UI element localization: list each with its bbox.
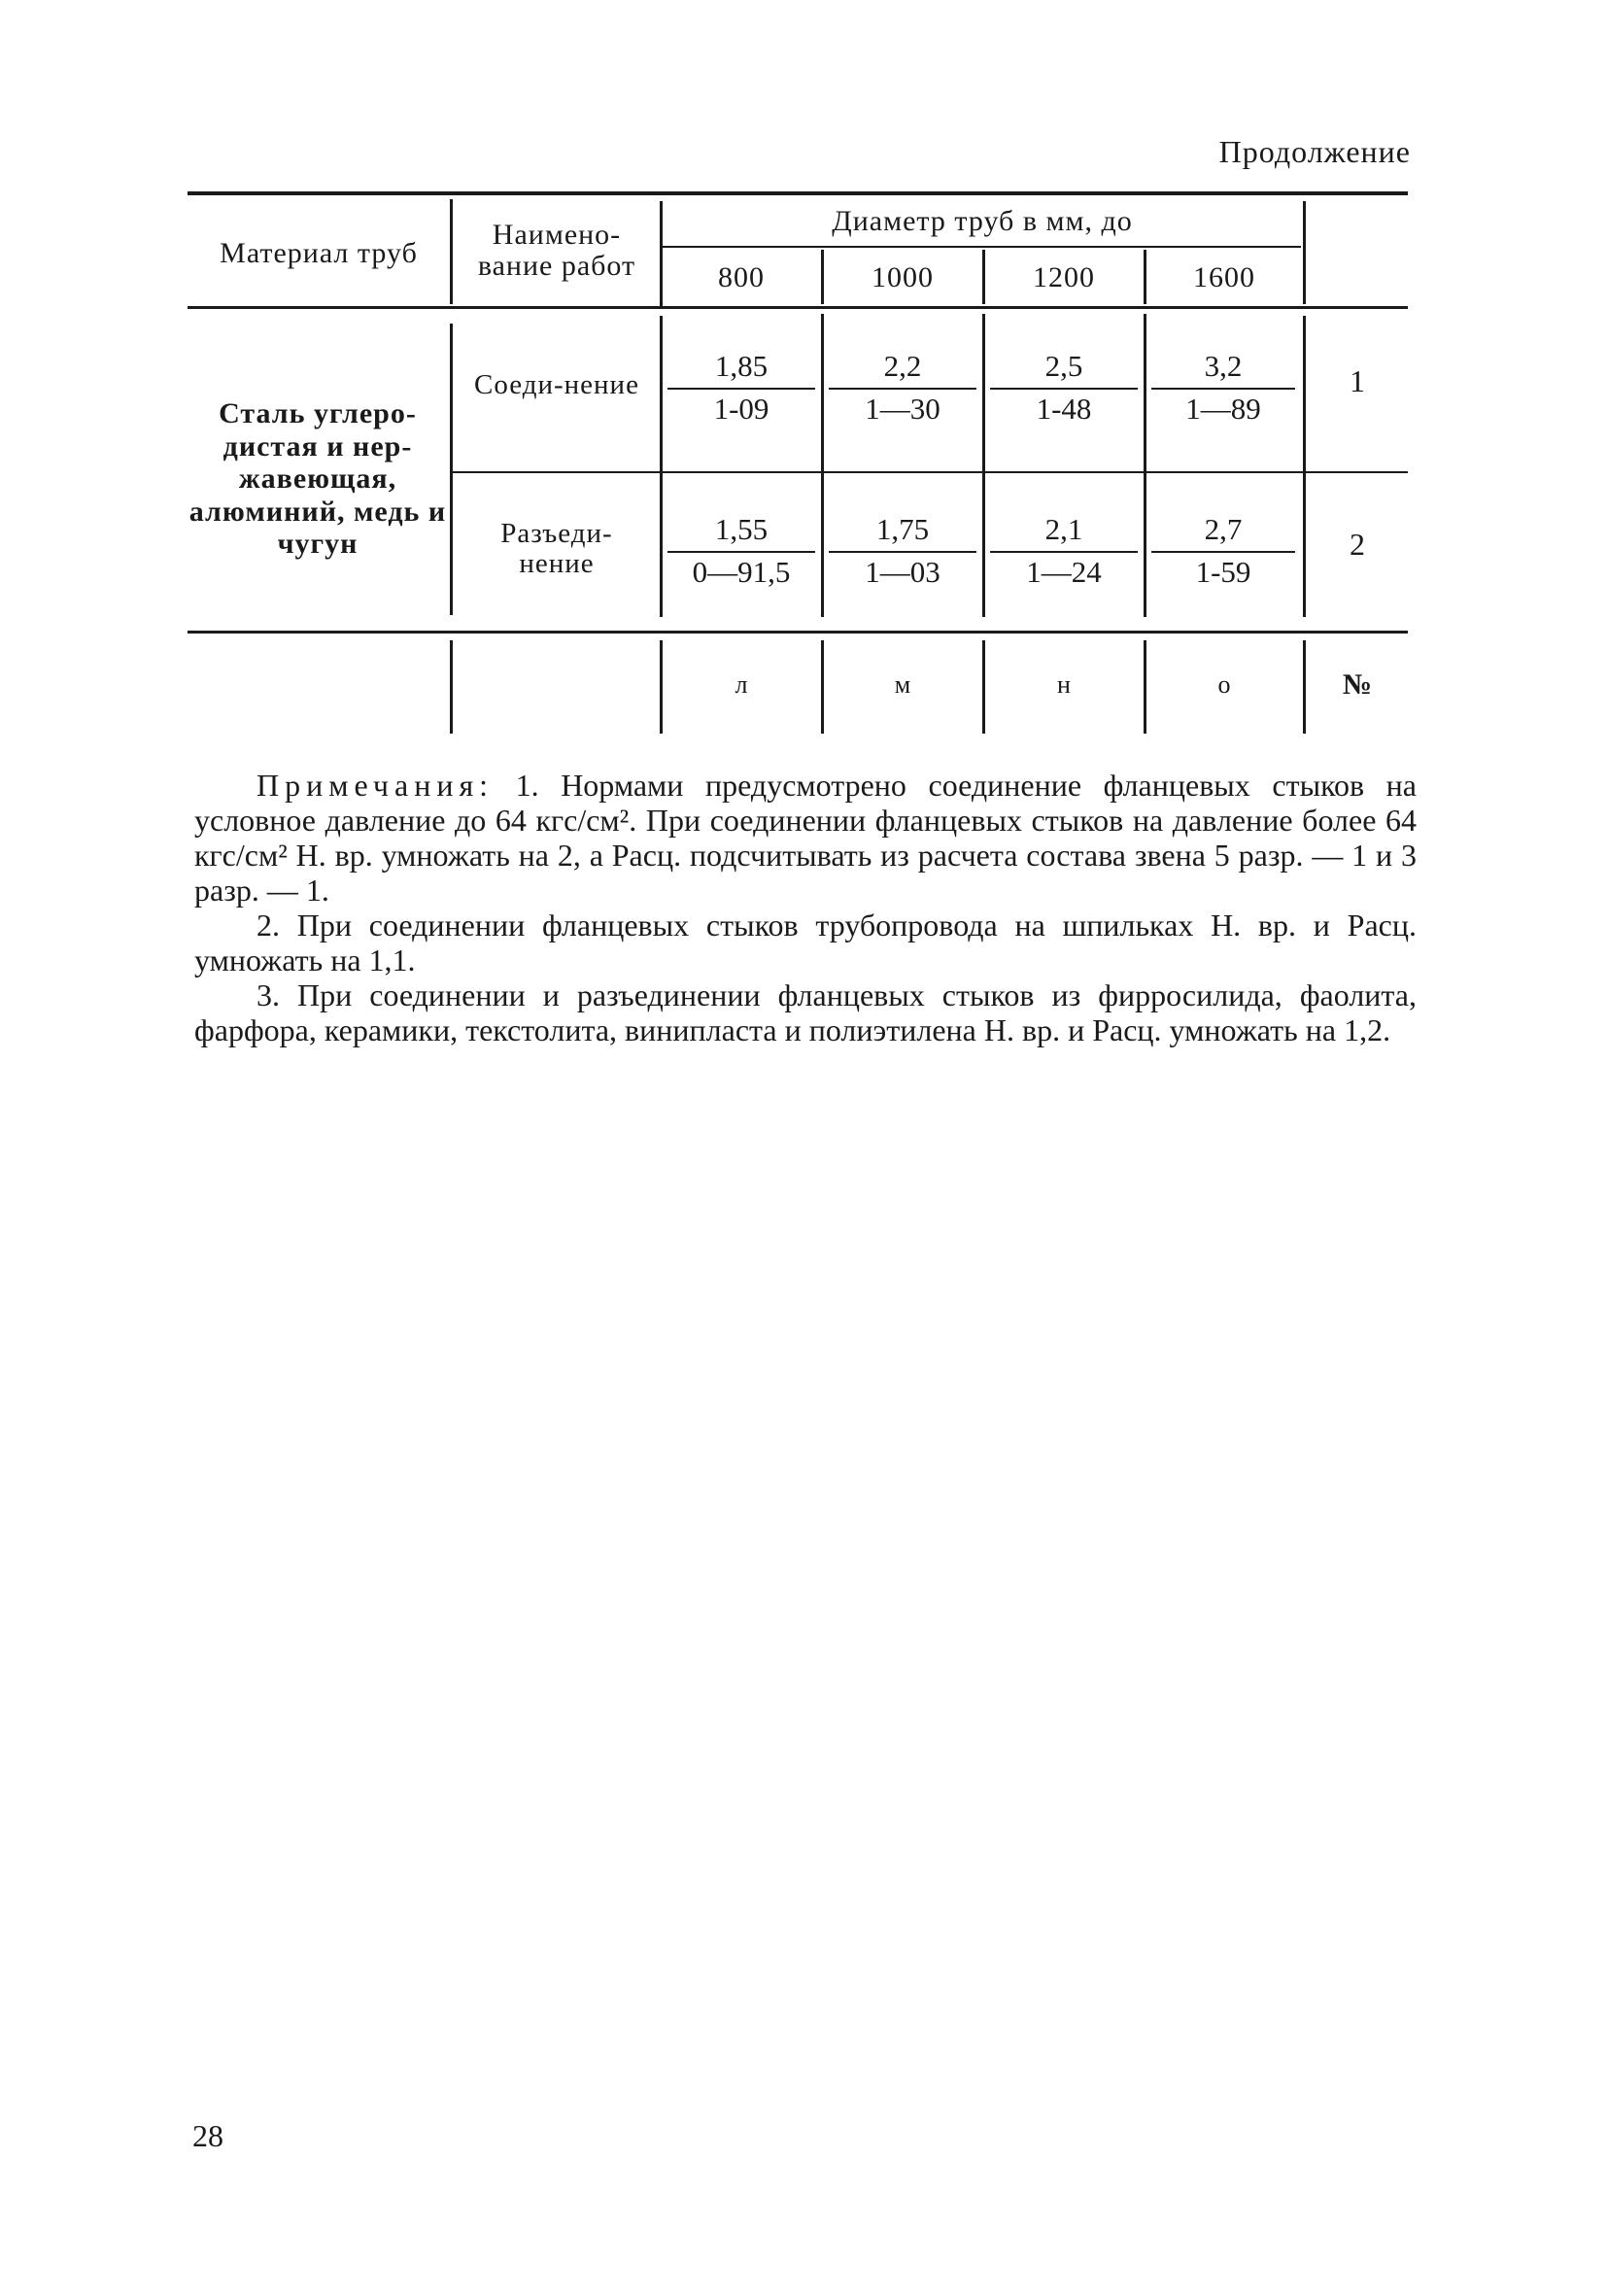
norm-time: 2,1	[1044, 512, 1083, 546]
table-top-rule	[188, 191, 1408, 195]
header-diameter: Диаметр труб в мм, до	[832, 204, 1133, 237]
note-1-text: 1. Нормами предусмотрено соединение фланцевых стыков на условное давление до 64 кгс/см². При соединении фланцевых стыков на давление более 64 кгс/см² Н. вр. умножать на 2, а Расц. подсчитывать из расчета состава звена 5 разр. — 1 и 3 разр. — 1.	[194, 768, 1418, 908]
rate-price: 1-59	[1195, 555, 1251, 589]
column-code: о	[1217, 669, 1231, 699]
rate-cell	[829, 512, 976, 590]
rates-table	[188, 191, 1408, 736]
number-sign: №	[1342, 668, 1373, 701]
note-3: 3. При соединении и разъединении фланцевых стыков из фирросилида, фаолита, фарфора, керамики, текстолита, винипласта и полиэтилена Н. вр. и Расц. умножать на 1,2.	[194, 977, 1417, 1047]
col-line-1	[450, 199, 453, 304]
norm-time: 2,7	[1204, 512, 1243, 546]
header-work: Наимено-вание работ	[477, 218, 636, 282]
header-bottom-rule	[188, 306, 1408, 309]
note-1	[194, 768, 1417, 908]
rate-price: 1—03	[865, 555, 940, 589]
norm-time: 3,2	[1204, 349, 1243, 383]
column-code: м	[894, 669, 911, 699]
rate-cell	[990, 512, 1138, 590]
material-cell: Сталь углеро-дистая и нер-жавеющая, алюминий, медь и чугун	[188, 397, 447, 561]
row-number: 1	[1350, 362, 1365, 398]
norm-time: 2,2	[883, 349, 922, 383]
row-number: 2	[1350, 526, 1365, 562]
col-line-1	[450, 640, 453, 734]
header-diameter-1000: 1000	[872, 260, 934, 293]
rate-price: 0—91,5	[692, 555, 791, 589]
col-line-5	[1144, 640, 1146, 734]
work-disconnection: Разъеди-нение	[500, 517, 613, 579]
rate-cell	[1151, 349, 1295, 427]
row-divider	[452, 471, 1408, 473]
diameter-subheader-rule	[662, 246, 1301, 248]
col-line-3	[821, 314, 824, 617]
col-line-3	[821, 250, 824, 304]
col-line-2	[660, 201, 663, 306]
rate-cell	[829, 349, 976, 427]
rate-price: 1—24	[1026, 555, 1102, 589]
page-number: 28	[192, 2118, 223, 2153]
col-line-3	[821, 640, 824, 734]
col-line-2	[660, 640, 663, 734]
note-2: 2. При соединении фланцевых стыков трубопровода на шпильках Н. вр. и Расц. умножать на 1,1.	[194, 908, 1417, 977]
rate-cell	[990, 349, 1138, 427]
rate-price: 1—30	[865, 392, 940, 426]
rate-price: 1-48	[1036, 392, 1092, 426]
column-code: н	[1057, 669, 1071, 699]
rate-cell	[667, 512, 815, 590]
col-line-5	[1144, 250, 1146, 304]
body-bottom-rule	[188, 631, 1408, 634]
rate-price: 1—89	[1185, 392, 1261, 426]
norm-time: 1,75	[875, 512, 930, 546]
header-diameter-800: 800	[718, 260, 765, 293]
header-diameter-1600: 1600	[1193, 260, 1255, 293]
col-line-4	[982, 314, 985, 617]
col-line-4	[982, 250, 985, 304]
col-line-6	[1303, 640, 1306, 734]
norm-time: 1,85	[714, 349, 769, 383]
col-line-5	[1144, 314, 1146, 617]
header-material: Материал труб	[220, 236, 418, 269]
notes	[194, 768, 1417, 1047]
col-line-6	[1303, 316, 1306, 617]
col-line-4	[982, 640, 985, 734]
notes-label: Примечания:	[256, 768, 495, 803]
col-line-2	[660, 316, 663, 617]
continuation-label: Продолжение	[1218, 134, 1411, 169]
work-connection: Соеди-нение	[474, 369, 639, 401]
rate-cell	[1151, 512, 1295, 590]
col-line-1	[450, 324, 453, 615]
header-diameter-1200: 1200	[1033, 260, 1095, 293]
column-code: л	[735, 669, 748, 699]
rate-price: 1-09	[713, 392, 769, 426]
col-line-6	[1303, 201, 1306, 304]
norm-time: 2,5	[1044, 349, 1083, 383]
norm-time: 1,55	[714, 512, 769, 546]
rate-cell	[667, 349, 815, 427]
